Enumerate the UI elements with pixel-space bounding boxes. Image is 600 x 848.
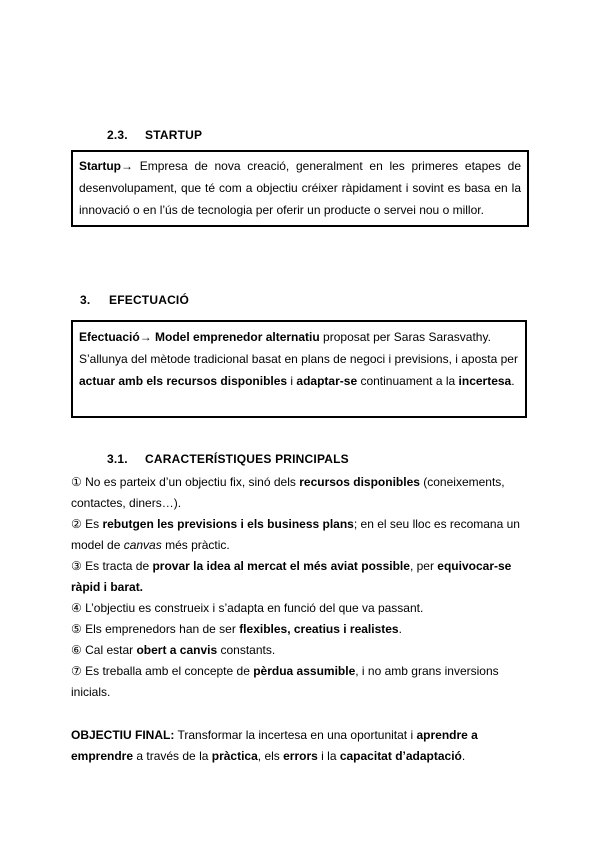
list-item — [71, 661, 531, 703]
item-text: , per — [409, 559, 438, 573]
definition-box-startup — [71, 150, 529, 227]
item-text: Cal estar — [81, 643, 137, 657]
item-bold: flexibles, creatius i realistes — [239, 622, 399, 636]
circled-number-6: ⑥ — [71, 643, 82, 657]
section-heading-startup — [107, 128, 202, 142]
list-item — [71, 556, 531, 598]
item-italic: canvas — [123, 538, 162, 552]
section-heading-efectuacio — [80, 293, 189, 307]
list-item — [71, 514, 531, 556]
item-bold: recursos disponibles — [299, 475, 420, 489]
item-text: L’objectiu es construeix i s’adapta en funció del que va passant. — [81, 601, 424, 615]
item-text: . — [398, 622, 402, 636]
circled-number-4: ④ — [71, 601, 82, 615]
section-title: EFECTUACIÓ — [109, 293, 189, 307]
section-number: 3. — [80, 293, 91, 307]
text: proposat per Saras Sarasvathy. S’allunya del mètode tradicional basat en plans de negoci i previsions, i aposta per — [79, 330, 518, 366]
final-bold: aprendre a emprendre — [71, 728, 478, 763]
text: . — [511, 374, 515, 388]
item-text: ; en el seu lloc es recomana un model de — [71, 517, 520, 552]
final-bold: capacitat d’adaptació — [339, 749, 462, 763]
section-number: 3.1. — [107, 452, 128, 466]
item-bold: pèrdua assumible — [253, 664, 356, 678]
final-objective — [71, 725, 531, 767]
item-text: (coneixements, contactes, diners…). — [71, 475, 505, 510]
final-bold: errors — [283, 749, 318, 763]
list-item — [71, 640, 531, 661]
characteristics-list — [71, 472, 531, 703]
item-text: constants. — [217, 643, 276, 657]
circled-number-7: ⑦ — [71, 664, 82, 678]
final-text: . — [461, 749, 466, 763]
item-text: Es — [81, 517, 103, 531]
circled-number-2: ② — [71, 517, 82, 531]
final-text: , els — [257, 749, 284, 763]
final-text: Transformar la incertesa en una oportunitat i — [174, 728, 417, 742]
section-number: 2.3. — [107, 128, 128, 142]
item-bold: rebutgen les previsions i els business plans — [102, 517, 354, 531]
section-title: CARACTERÍSTIQUES PRINCIPALS — [145, 452, 349, 466]
term: Startup — [79, 159, 121, 173]
circled-number-3: ③ — [71, 559, 82, 573]
item-bold: provar la idea al mercat el més aviat possible — [152, 559, 410, 573]
item-bold: equivocar-se ràpid i barat. — [71, 559, 512, 594]
circled-number-5: ⑤ — [71, 622, 82, 636]
item-text: Es tracta de — [81, 559, 153, 573]
bold-text: Model emprenedor alternatiu — [151, 330, 320, 344]
arrow: → — [139, 330, 152, 344]
final-label: OBJECTIU FINAL: — [71, 728, 175, 742]
text: i — [287, 374, 297, 388]
final-text: i la — [317, 749, 340, 763]
definition-box-efectuacio — [71, 320, 527, 418]
item-text: No es parteix d’un objectiu fix, sinó dels — [81, 475, 300, 489]
final-bold: pràctica — [211, 749, 258, 763]
bold-text: adaptar-se — [296, 374, 358, 388]
section-heading-caracteristiques — [107, 452, 349, 466]
bold-text: actuar amb els recursos disponibles — [79, 374, 288, 388]
definition-text: Empresa de nova creació, generalment en les primeres etapes de desenvolupament, que té com a objectiu créixer ràpidament i sovint es basa en la innovació o en l’ús de tecnologia per oferir un producte o servei nou o millor. — [79, 159, 521, 217]
final-text: a través de la — [133, 749, 212, 763]
item-text: més pràctic. — [161, 538, 230, 552]
section-title: STARTUP — [145, 128, 203, 142]
circled-number-1: ① — [71, 475, 82, 489]
list-item — [71, 598, 531, 619]
item-text: Es treballa amb el concepte de — [81, 664, 254, 678]
bold-text: incertesa — [458, 374, 512, 388]
term: Efectuació — [79, 330, 140, 344]
item-bold: obert a canvis — [136, 643, 218, 657]
list-item — [71, 619, 531, 640]
arrow: → — [121, 159, 133, 173]
item-text: Els emprenedors han de ser — [81, 622, 240, 636]
text: continuament a la — [357, 374, 459, 388]
item-text: , i no amb grans inversions inicials. — [71, 664, 499, 699]
list-item — [71, 472, 531, 514]
